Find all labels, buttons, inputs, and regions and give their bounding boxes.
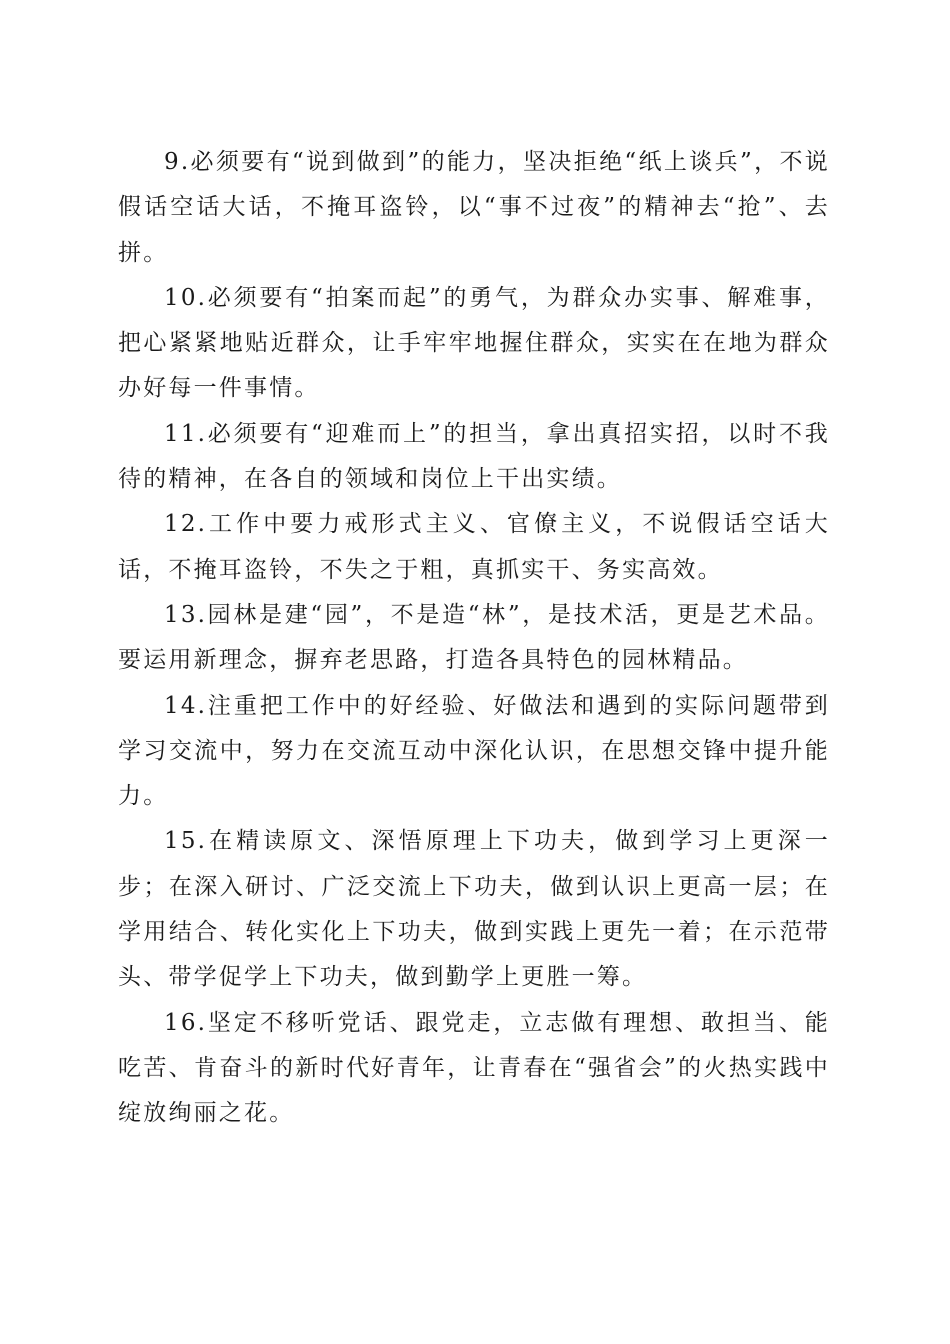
paragraph-item-10: 10.必须要有“拍案而起”的勇气，为群众办实事、解难事，把心紧紧地贴近群众，让手牢牢地握住群众，实实在在地为群众办好每一件事情。 — [118, 284, 830, 402]
paragraph-item-15: 15.在精读原文、深悟原理上下功夫，做到学习上更深一步；在深入研讨、广泛交流上下功夫，做到认识上更高一层；在学用结合、转化实化上下功夫，做到实践上更先一着；在示范带头、带学促学上下功夫，做到勤学上更胜一筹。 — [118, 828, 830, 991]
document-body — [118, 140, 830, 1137]
paragraph-item-9: 9.必须要有“说到做到”的能力，坚决拒绝“纸上谈兵”，不说假话空话大话，不掩耳盗铃，以“事不过夜”的精神去“抢”、去拼。 — [118, 149, 830, 266]
paragraph-item-14: 14.注重把工作中的好经验、好做法和遇到的实际问题带到学习交流中，努力在交流互动中深化认识，在思想交锋中提升能力。 — [118, 692, 830, 810]
paragraph-item-12: 12.工作中要力戒形式主义、官僚主义，不说假话空话大话，不掩耳盗铃，不失之于粗，真抓实干、务实高效。 — [118, 511, 830, 583]
paragraph-item-11: 11.必须要有“迎难而上”的担当，拿出真招实招，以时不我待的精神，在各自的领域和岗位上干出实绩。 — [118, 420, 830, 493]
paragraph-item-16: 16.坚定不移听党话、跟党走，立志做有理想、敢担当、能吃苦、肯奋斗的新时代好青年，让青春在“强省会”的火热实践中绽放绚丽之花。 — [118, 1009, 830, 1127]
paragraph-item-13: 13.园林是建“园”，不是造“林”，是技术活，更是艺术品。要运用新理念，摒弃老思路，打造各具特色的园林精品。 — [118, 601, 830, 674]
